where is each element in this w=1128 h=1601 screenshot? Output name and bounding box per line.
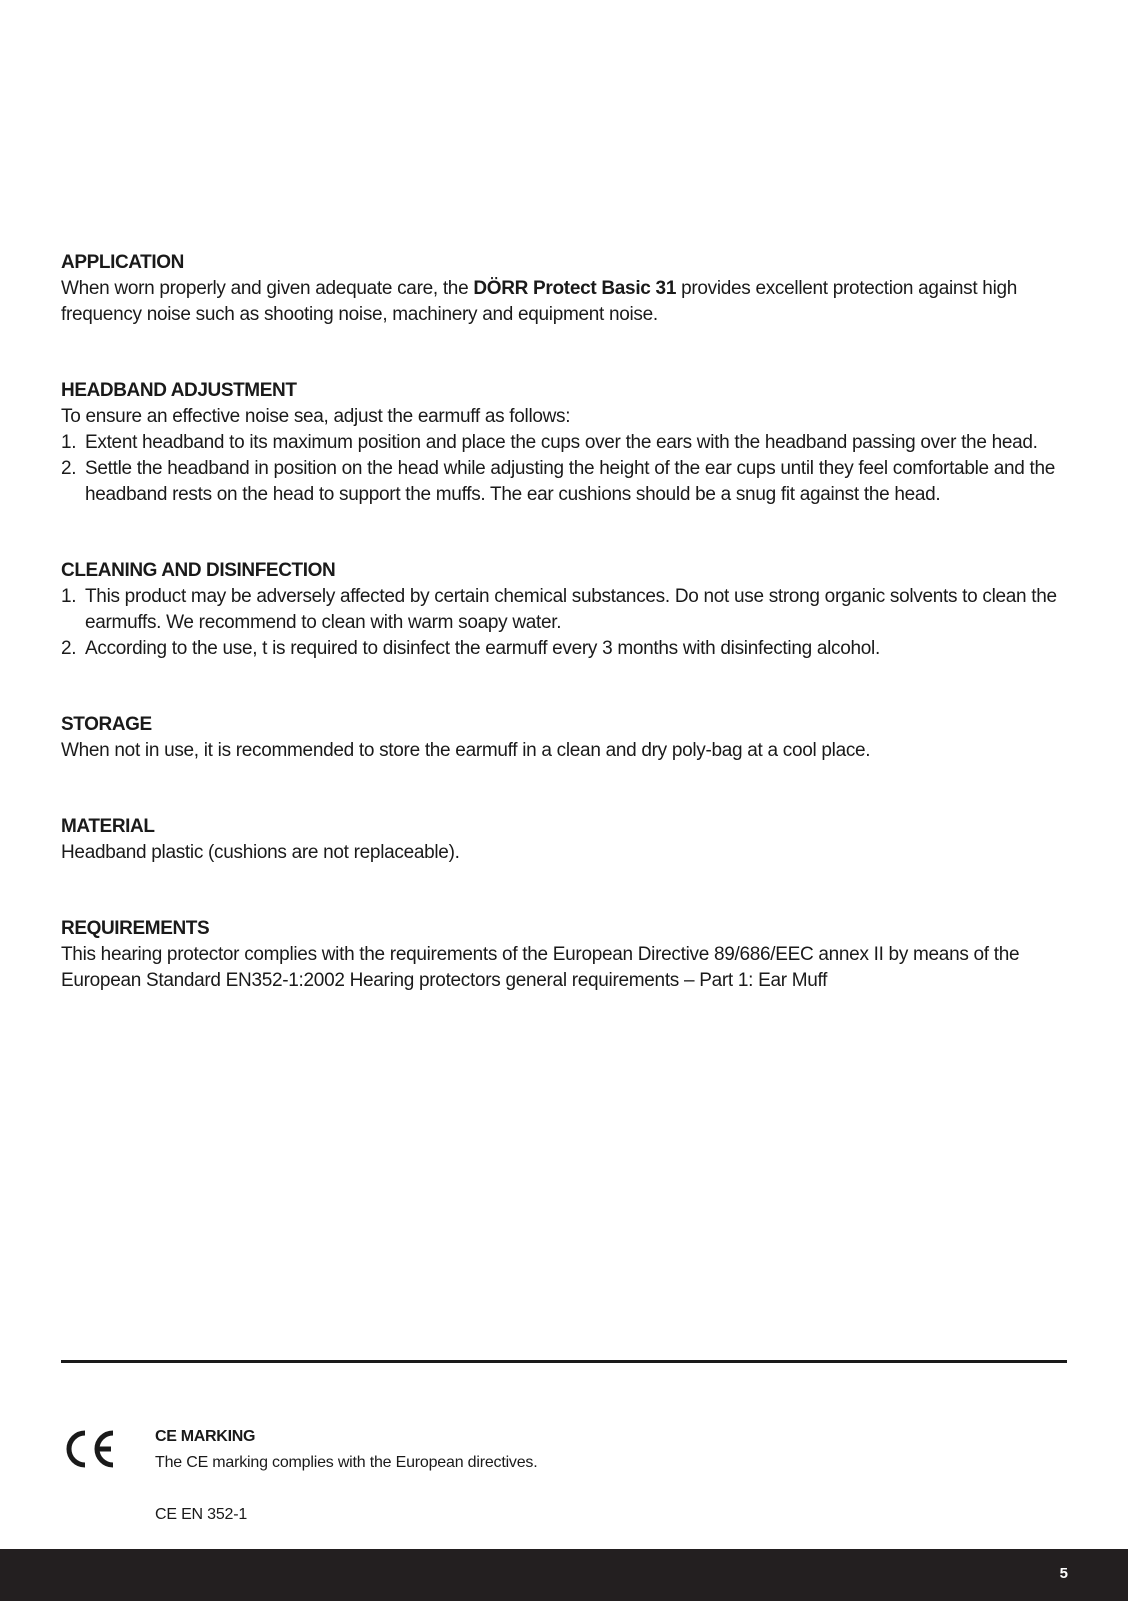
ce-standard: CE EN 352-1 [155, 1506, 248, 1523]
ce-title: CE MARKING [155, 1428, 256, 1445]
section-heading: STORAGE [61, 714, 152, 735]
list-number: 2. [61, 458, 77, 479]
list-number: 2. [61, 638, 77, 659]
section-paragraph [61, 276, 1071, 328]
list-text: Extent headband to its maximum position and place the cups over the ears with the headband passing over the head. [85, 432, 1038, 453]
steps-list [61, 584, 1071, 662]
section-heading: HEADBAND ADJUSTMENT [61, 380, 297, 401]
section-paragraph: Headband plastic (cushions are not replaceable). [61, 842, 460, 863]
ce-marking-block [61, 1425, 1067, 1535]
section-cleaning [61, 558, 1071, 662]
list-text: According to the use, t is required to disinfect the earmuff every 3 months with disinfecting alcohol. [85, 638, 880, 659]
section-paragraph: This hearing protector complies with the requirements of the European Directive 89/686/EEC annex II by means of the European Standard EN352-1:2002 Hearing protectors general requirements – Part 1: Ear Muff [61, 944, 1020, 991]
section-application [61, 250, 1071, 328]
ce-description: The CE marking complies with the European directives. [155, 1454, 538, 1471]
list-item [61, 430, 1071, 456]
list-number: 1. [61, 586, 77, 607]
product-name: DÖRR Protect Basic 31 [473, 278, 677, 299]
section-storage [61, 712, 1071, 764]
document-body [61, 250, 1071, 994]
paragraph-text: provides excellent protection against high frequency noise such as shooting noise, machinery and equipment noise. [61, 278, 1018, 325]
paragraph-text: When worn properly and given adequate care, the [61, 278, 474, 299]
list-item [61, 636, 1071, 662]
page-number: 5 [1059, 1565, 1068, 1582]
list-text: This product may be adversely affected by certain chemical substances. Do not use strong organic solvents to clean the earmuffs. We recommend to clean with warm soapy water. [85, 586, 1057, 633]
section-headband-adjustment [61, 378, 1071, 508]
section-heading: MATERIAL [61, 816, 155, 837]
section-heading: REQUIREMENTS [61, 918, 210, 939]
section-requirements [61, 916, 1071, 994]
steps-list [61, 430, 1071, 508]
section-paragraph: When not in use, it is recommended to store the earmuff in a clean and dry poly-bag at a cool place. [61, 740, 871, 761]
section-material [61, 814, 1071, 866]
list-item [61, 456, 1071, 508]
section-intro: To ensure an effective noise sea, adjust the earmuff as follows: [61, 406, 571, 427]
section-heading: CLEANING AND DISINFECTION [61, 560, 336, 581]
ce-mark-icon [61, 1427, 117, 1471]
ce-text [155, 1425, 537, 1527]
list-text: Settle the headband in position on the head while adjusting the height of the ear cups until they feel comfortable and the headband rests on the head to support the muffs. The ear cushions should be a snug fit against the head. [85, 458, 1056, 505]
section-heading: APPLICATION [61, 252, 184, 273]
list-number: 1. [61, 432, 77, 453]
footer-bar [0, 1549, 1128, 1601]
list-item [61, 584, 1071, 636]
divider [61, 1360, 1067, 1363]
